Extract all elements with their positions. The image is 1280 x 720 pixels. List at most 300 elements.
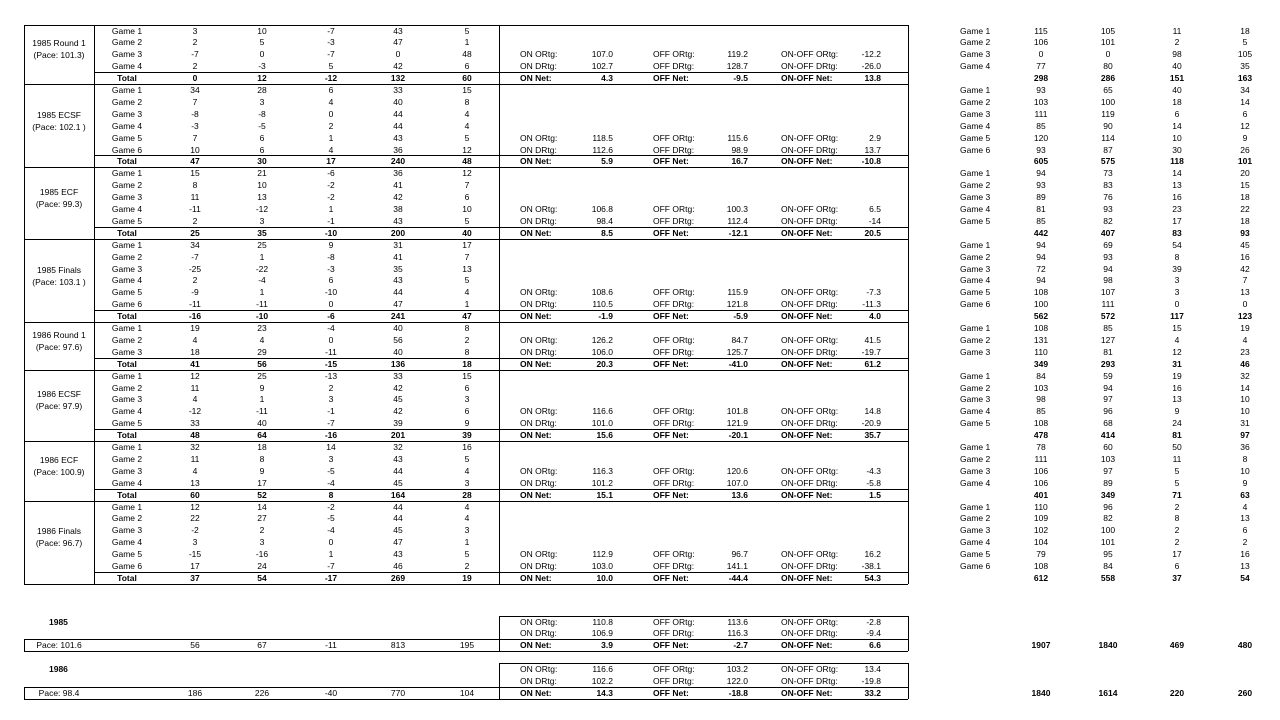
right-stat-cell: 20 [1240,168,1250,179]
game-stat-cell: -12 [188,406,202,417]
game-stat-cell: 34 [190,85,200,95]
game-stat-cell: -6 [327,168,335,179]
total-label: Total [117,358,137,369]
game-stat-cell: 11 [190,382,200,393]
game-stat-cell: 40 [257,418,267,429]
total-stat-cell: 39 [462,430,472,441]
right-total-cell: 118 [1170,156,1184,167]
right-stat-cell: 127 [1100,334,1116,345]
on-ortg-label: ON ORtg: [520,664,558,674]
diff-net-value: 1.5 [869,489,881,500]
right-stat-cell: 13 [1240,513,1250,524]
right-stat-cell: 108 [1033,561,1049,571]
on-net-value: 10.0 [596,572,613,583]
off-net-label: OFF Net: [653,73,689,84]
game-stat-cell: 6 [464,61,470,72]
summary-total-cell: 195 [459,640,475,651]
game-stat-cell: -12 [255,204,269,214]
game-stat-cell: 7 [464,180,470,191]
right-stat-cell: 97 [1103,465,1113,476]
on-ortg-label: ON ORtg: [520,465,558,476]
game-label: Game 4 [111,406,143,417]
right-game-label: Game 4 [960,120,991,131]
diff-net-label: ON-OFF Net: [781,430,833,441]
game-stat-cell: 24 [257,561,267,571]
game-label: Game 1 [111,442,143,452]
total-stat-cell: 41 [190,358,200,369]
game-stat-cell: -4 [258,275,266,286]
right-stat-cell: 2 [1174,525,1180,536]
off-drtg-value: 141.1 [726,561,748,571]
diff-drtg-label: ON-OFF DRtg: [781,144,838,155]
total-label: Total [117,227,137,238]
right-stat-cell: 17 [1172,549,1182,560]
right-game-label: Game 2 [960,513,991,524]
right-game-label: Game 3 [960,49,991,60]
total-stat-cell: -16 [188,311,202,322]
game-label: Game 5 [111,418,143,429]
game-stat-cell: 40 [393,346,403,357]
on-net-value: 8.5 [601,227,613,238]
right-stat-cell: 39 [1172,263,1182,274]
block-right-border [908,322,909,370]
game-stat-cell: 3 [464,477,470,488]
game-stat-cell: 47 [393,37,403,48]
on-drtg-value: 101.0 [591,418,613,429]
on-net-value: 14.3 [596,687,613,698]
diff-drtg-value: -11.3 [862,299,881,310]
diff-ortg-value: -2.8 [866,616,881,627]
game-stat-cell: -7 [191,49,199,60]
on-drtg-label: ON DRtg: [520,675,557,686]
game-stat-cell: 6 [464,406,470,417]
right-stat-cell: 36 [1240,442,1250,452]
total-stat-cell: 52 [257,489,267,500]
right-stat-cell: 13 [1172,394,1182,405]
game-stat-cell: 4 [464,108,470,119]
right-stat-cell: 9 [1242,477,1248,488]
game-stat-cell: 1 [464,37,470,48]
game-stat-cell: -11 [256,299,268,310]
total-stat-cell: 12 [257,73,267,84]
game-stat-cell: 17 [190,561,200,571]
game-stat-cell: 33 [393,370,403,381]
on-drtg-value: 112.6 [592,144,613,155]
off-drtg-value: 122.0 [726,675,748,686]
block-right-border [908,370,909,441]
game-stat-cell: -22 [255,263,269,274]
right-game-label: Game 3 [960,394,991,405]
game-stat-cell: 4 [464,465,470,476]
on-ortg-label: ON ORtg: [520,334,558,345]
game-label: Game 1 [111,168,143,179]
off-drtg-label: OFF DRtg: [653,144,695,155]
diff-ortg-label: ON-OFF ORtg: [781,406,839,417]
right-stat-cell: 6 [1242,525,1248,536]
right-game-label: Game 5 [960,549,991,560]
right-total-cell: 442 [1033,227,1049,238]
diff-ortg-label: ON-OFF ORtg: [781,204,839,214]
game-stat-cell: -2 [327,501,335,512]
game-stat-cell: -7 [327,49,335,60]
diff-drtg-label: ON-OFF DRtg: [781,418,838,429]
right-stat-cell: 30 [1172,144,1182,155]
right-stat-cell: 77 [1036,61,1046,72]
diff-net-value: 33.2 [864,687,881,698]
right-stat-cell: 106 [1033,465,1049,476]
right-game-label: Game 1 [960,442,991,452]
game-stat-cell: 0 [259,49,265,60]
diff-net-value: 13.8 [864,73,881,84]
diff-net-label: ON-OFF Net: [781,73,833,84]
right-stat-cell: 40 [1172,61,1182,72]
diff-ortg-value: 41.5 [864,334,881,345]
right-game-label: Game 1 [960,168,991,179]
game-stat-cell: -5 [327,465,335,476]
summary-pace: Pace: 98.4 [38,687,80,698]
right-stat-cell: 111 [1034,108,1048,119]
total-stat-cell: -10 [255,311,269,322]
game-stat-cell: 39 [393,418,403,429]
right-game-label: Game 1 [960,85,991,95]
diff-net-value: 35.7 [864,430,881,441]
right-stat-cell: 108 [1033,418,1049,429]
right-stat-cell: 45 [1240,239,1250,250]
right-stat-cell: 103 [1033,96,1049,107]
total-stat-cell: 269 [390,572,406,583]
on-drtg-value: 103.0 [591,561,613,571]
right-game-label: Game 3 [960,525,991,536]
right-stat-cell: 82 [1103,513,1113,524]
off-ortg-label: OFF ORtg: [653,549,695,560]
right-total-cell: 46 [1240,358,1250,369]
right-total-cell: 575 [1100,156,1116,167]
summary-right-total-cell: 220 [1169,687,1185,698]
right-stat-cell: 0 [1038,49,1044,60]
right-stat-cell: 17 [1172,215,1182,226]
off-net-label: OFF Net: [653,311,689,322]
on-net-value: -1.9 [598,311,613,322]
on-net-value: 15.6 [596,430,613,441]
game-stat-cell: 12 [190,501,200,512]
right-stat-cell: 12 [1172,346,1182,357]
game-stat-cell: -3 [327,263,335,274]
right-stat-cell: 8 [1174,251,1180,262]
series-title: 1986 Finals [37,526,81,537]
game-stat-cell: -5 [327,513,335,524]
right-stat-cell: 40 [1172,85,1182,95]
on-ortg-value: 118.5 [592,132,613,143]
summary-row-bottom [24,651,908,652]
right-game-label: Game 2 [960,334,991,345]
total-label: Total [117,73,137,84]
total-stat-cell: 48 [190,430,200,441]
game-stat-cell: 35 [393,263,403,274]
summary-row-left [24,639,25,651]
game-stat-cell: -3 [327,37,335,48]
game-label: Game 5 [111,132,143,143]
diff-drtg-label: ON-OFF DRtg: [781,477,838,488]
right-stat-cell: 119 [1101,108,1115,119]
game-stat-cell: 41 [393,180,403,191]
on-drtg-value: 110.5 [592,299,613,310]
total-stat-cell: 64 [257,430,267,441]
off-ortg-label: OFF ORtg: [653,334,695,345]
right-stat-cell: 42 [1240,263,1250,274]
game-stat-cell: 4 [328,144,334,155]
right-total-cell: 605 [1033,156,1049,167]
off-ortg-label: OFF ORtg: [653,616,695,627]
right-stat-cell: 18 [1240,192,1250,203]
right-stat-cell: 8 [1174,513,1180,524]
right-stat-cell: 6 [1174,108,1180,119]
right-stat-cell: 11 [1172,25,1182,36]
total-stat-cell: 28 [462,489,472,500]
game-stat-cell: 6 [259,144,265,155]
right-stat-cell: 101 [1100,537,1116,548]
total-stat-cell: 47 [190,156,200,167]
off-net-value: -44.4 [728,572,748,583]
off-net-label: OFF Net: [653,358,689,369]
game-stat-cell: 1 [259,251,265,262]
right-stat-cell: 18 [1172,96,1182,107]
on-drtg-value: 106.0 [591,346,613,357]
diff-drtg-label: ON-OFF DRtg: [781,346,838,357]
on-ortg-label: ON ORtg: [520,287,558,298]
on-drtg-label: ON DRtg: [520,215,557,226]
game-stat-cell: 56 [393,334,403,345]
game-label: Game 2 [111,251,143,262]
summary-total-cell: 56 [190,640,200,651]
off-ortg-value: 113.6 [727,616,748,627]
off-ortg-label: OFF ORtg: [653,204,695,214]
right-stat-cell: 16 [1240,251,1250,262]
game-stat-cell: 47 [393,299,403,310]
right-total-cell: 286 [1100,73,1116,84]
game-label: Game 1 [111,239,143,250]
total-label: Total [117,572,137,583]
game-stat-cell: 32 [190,442,200,452]
right-game-label: Game 6 [960,144,991,155]
right-stat-cell: 35 [1240,61,1250,72]
block-label-divider [94,370,95,441]
diff-net-label: ON-OFF Net: [781,640,833,651]
on-ortg-label: ON ORtg: [520,49,558,60]
diff-ortg-value: 13.4 [864,664,881,674]
right-game-label: Game 3 [960,465,991,476]
right-stat-cell: 94 [1036,168,1046,179]
right-stat-cell: 100 [1100,96,1116,107]
game-stat-cell: 22 [190,513,200,524]
summary-right-total-cell: 1614 [1098,687,1118,698]
summary-year: 1985 [49,616,68,627]
right-stat-cell: 85 [1036,120,1046,131]
right-stat-cell: 11 [1172,453,1182,464]
on-ortg-value: 112.9 [592,549,613,560]
game-stat-cell: 3 [464,394,470,405]
right-stat-cell: 78 [1036,442,1046,452]
right-stat-cell: 18 [1240,25,1250,36]
right-total-cell: 37 [1172,572,1182,583]
total-stat-cell: 56 [257,358,267,369]
block-label-divider [94,167,95,238]
total-label: Total [117,311,137,322]
off-net-label: OFF Net: [653,687,689,698]
on-net-value: 4.3 [601,73,613,84]
game-stat-cell: -4 [327,323,335,333]
right-stat-cell: 93 [1036,144,1046,155]
total-stat-cell: 8 [328,489,334,500]
summary-row-bottom [24,699,908,700]
game-label: Game 3 [111,525,143,536]
total-stat-cell: 40 [462,227,472,238]
diff-net-label: ON-OFF Net: [781,572,833,583]
on-drtg-label: ON DRtg: [520,561,557,571]
game-stat-cell: 43 [393,132,403,143]
right-stat-cell: 84 [1103,561,1113,571]
game-label: Game 2 [111,513,143,524]
right-stat-cell: 16 [1172,192,1182,203]
right-stat-cell: 2 [1174,37,1180,48]
right-game-label: Game 3 [960,263,991,274]
summary-stats-left [499,663,500,699]
total-stat-cell: 25 [190,227,200,238]
total-stat-cell: 60 [462,73,472,84]
right-stat-cell: 13 [1240,287,1250,298]
on-drtg-value: 102.2 [591,675,613,686]
right-stat-cell: 50 [1172,442,1182,452]
game-stat-cell: -8 [258,108,266,119]
total-label: Total [117,489,137,500]
right-total-cell: 414 [1100,430,1116,441]
series-title: 1985 ECF [39,187,79,198]
off-drtg-value: 121.8 [726,299,748,310]
off-drtg-label: OFF DRtg: [653,299,695,310]
total-stat-cell: 47 [462,311,472,322]
game-stat-cell: 8 [259,453,265,464]
right-total-cell: 612 [1033,572,1049,583]
game-stat-cell: 11 [190,453,200,464]
summary-stats-right [908,616,909,652]
series-title: 1985 Round 1 [32,38,86,49]
right-stat-cell: 106 [1033,37,1049,48]
diff-ortg-label: ON-OFF ORtg: [781,616,839,627]
on-ortg-label: ON ORtg: [520,406,558,417]
right-stat-cell: 94 [1036,275,1046,286]
game-stat-cell: 42 [393,406,403,417]
diff-ortg-label: ON-OFF ORtg: [781,465,839,476]
off-ortg-value: 120.6 [726,465,748,476]
right-total-cell: 407 [1100,227,1116,238]
total-stat-cell: 200 [390,227,406,238]
off-drtg-label: OFF DRtg: [653,418,695,429]
off-ortg-label: OFF ORtg: [653,49,695,60]
game-label: Game 2 [111,453,143,464]
right-game-label: Game 4 [960,537,991,548]
series-pace: (Pace: 97.6) [35,341,83,352]
right-stat-cell: 5 [1242,37,1248,48]
off-net-label: OFF Net: [653,430,689,441]
right-stat-cell: 6 [1242,108,1248,119]
right-total-cell: 349 [1100,489,1116,500]
total-label: Total [117,430,137,441]
game-stat-cell: 7 [192,96,198,107]
right-stat-cell: 110 [1034,501,1048,512]
off-net-value: 16.7 [731,156,748,167]
game-stat-cell: 3 [192,25,198,36]
off-net-label: OFF Net: [653,489,689,500]
on-drtg-label: ON DRtg: [520,299,557,310]
right-total-cell: 562 [1033,311,1049,322]
right-stat-cell: 9 [1242,132,1248,143]
on-ortg-value: 116.6 [592,406,613,417]
game-stat-cell: 23 [257,323,267,333]
total-stat-cell: -6 [327,311,335,322]
right-total-cell: 71 [1172,489,1182,500]
game-stat-cell: 2 [192,275,198,286]
game-stat-cell: -1 [327,406,335,417]
summary-total-cell: 813 [390,640,406,651]
summary-total-cell: 67 [257,640,267,651]
game-stat-cell: 0 [395,49,401,60]
off-net-value: 13.6 [731,489,748,500]
series-pace: (Pace: 101.3) [33,50,85,61]
right-stat-cell: 10 [1240,465,1250,476]
off-net-label: OFF Net: [653,227,689,238]
right-stat-cell: 81 [1103,346,1113,357]
game-stat-cell: 43 [393,25,403,36]
game-stat-cell: -25 [188,263,202,274]
game-stat-cell: -11 [189,299,201,310]
right-stat-cell: 93 [1036,85,1046,95]
right-game-label: Game 3 [960,346,991,357]
right-stat-cell: 13 [1240,561,1250,571]
off-ortg-value: 115.9 [727,287,748,298]
on-drtg-value: 102.7 [591,61,613,72]
right-stat-cell: 10 [1240,394,1250,405]
game-stat-cell: 40 [393,323,403,333]
game-stat-cell: 8 [464,346,470,357]
right-stat-cell: 108 [1033,323,1049,333]
total-stat-cell: 201 [390,430,406,441]
right-stat-cell: 3 [1174,287,1180,298]
right-stat-cell: 24 [1172,418,1182,429]
game-stat-cell: 0 [328,299,334,310]
right-stat-cell: 94 [1103,263,1113,274]
right-total-cell: 93 [1240,227,1250,238]
block-mid-divider [499,25,500,85]
game-label: Game 5 [111,549,143,560]
game-stat-cell: 2 [192,37,198,48]
block-right-border [908,167,909,238]
off-ortg-label: OFF ORtg: [653,287,695,298]
game-stat-cell: 15 [462,85,472,95]
block-left-border [24,322,25,370]
game-label: Game 3 [111,108,143,119]
game-stat-cell: 4 [464,513,470,524]
diff-net-label: ON-OFF Net: [781,311,833,322]
game-stat-cell: 44 [393,513,403,524]
block-left-border [24,370,25,441]
summary-right-total-cell: 469 [1169,640,1185,651]
game-stat-cell: 4 [464,120,470,131]
game-stat-cell: 42 [393,61,403,72]
game-stat-cell: 33 [190,418,200,429]
total-stat-cell: 37 [190,572,200,583]
game-stat-cell: 12 [190,370,200,381]
game-label: Game 1 [111,501,143,512]
right-stat-cell: 14 [1240,96,1250,107]
